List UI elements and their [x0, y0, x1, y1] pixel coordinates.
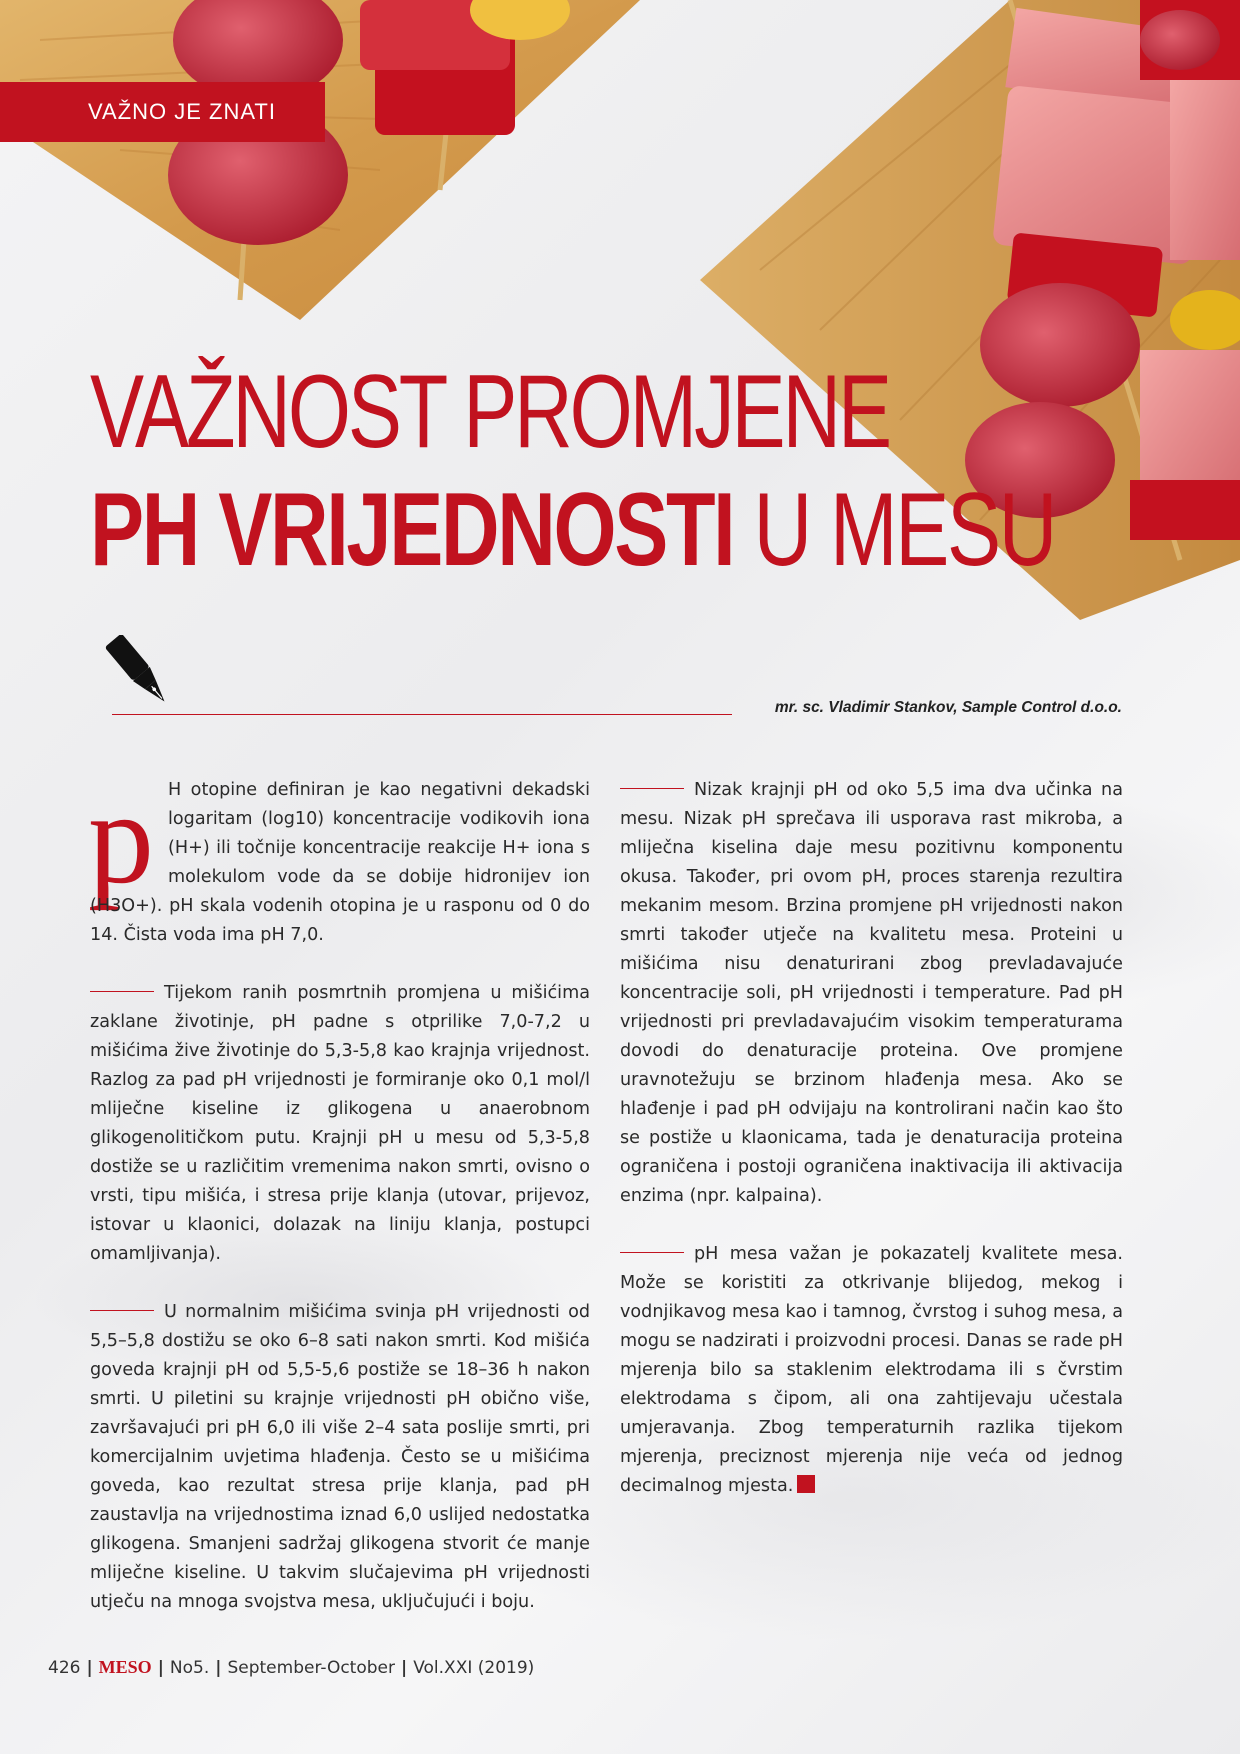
paragraph — [90, 979, 590, 1269]
text-column-right — [620, 776, 1123, 1501]
separator: | — [157, 1658, 164, 1678]
page-number: 426 — [48, 1658, 81, 1678]
separator: | — [86, 1658, 93, 1678]
title-line-2 — [90, 472, 1056, 588]
paragraph — [88, 764, 590, 950]
author-byline: mr. sc. Vladimir Stankov, Sample Control d.o.o. — [774, 699, 1122, 716]
section-tag: VAŽNO JE ZNATI — [0, 82, 325, 142]
paragraph-text: U normalnim mišićima svinja pH vrijednosti od 5,5–5,8 dostižu se oko 6–8 sati nakon smrti. Kod mišića goveda krajnji pH od 5,5-5,6 postiže se 18–36 h nakon smrti. U piletini su krajnje vrijednosti pH obično više, završavajući pri pH 6,0 ili više 2–4 sata poslije smrti, pri komercijalnim uvjetima hlađenja. Često se u mišićima goveda, kao rezultat stresa prije klanja, pad pH zaustavlja na vrijednostima iznad 6,0 uslijed nedostatka glikogena. Smanjeni sadržaj glikogena stvorit će manje mliječne kiseline. U takvim slučajevima pH vrijednosti utječu na mnoga svojstva mesa, uključujući i boju. — [90, 1302, 590, 1612]
drop-cap: p — [88, 764, 154, 911]
paragraph-text: Tijekom ranih posmrtnih promjena u mišićima zaklane životinje, pH padne s otprilike 7,0-7,2 u mišićima žive životinje do 5,3-5,8 kao krajnja vrijednost. Razlog za pad pH vrijednosti je formiranje oko 0,1 mol/l mliječne kiseline iz glikogena u anaerobnom glikogenolitičkom putu. Krajnji pH u mesu od 5,3-5,8 dostiže se u različitim vremenima nakon smrti, ovisno o vrsti, tipu mišića, i stresa prije klanja (utovar, prijevoz, istovar u klaonici, dolazak na liniju klanja, postupci omamljivanja). — [90, 983, 590, 1264]
text-column-left — [88, 764, 590, 1617]
paragraph-text: H otopine definiran je kao negativni dekadski logaritam (log10) koncentracije vodikovih iona (H+) ili točnije koncentracije reakcije H+ iona s molekulom vode da se dobije hidronijev ion (H3O+). pH skala vodenih otopina je u rasponu od 0 do 14. Čista voda ima pH 7,0. — [90, 780, 590, 945]
separator: | — [401, 1658, 408, 1678]
paragraph-rule — [620, 1252, 684, 1253]
byline-rule — [112, 714, 732, 715]
paragraph — [620, 776, 1123, 1211]
volume-year: Vol.XXI (2019) — [413, 1658, 535, 1678]
article-title — [90, 354, 1240, 588]
paragraph — [620, 1240, 1123, 1501]
page-footer — [48, 1657, 534, 1678]
title-bold-part: PH VRIJEDNOSTI — [90, 472, 734, 588]
paragraph-rule — [90, 991, 154, 992]
magazine-brand: MESO — [98, 1657, 152, 1677]
paragraph-text: pH mesa važan je pokazatelj kvalitete mesa. Može se koristiti za otkrivanje blijedog, mekog i vodnjikavog mesa kao i tamnog, čvrstog i suhog mesa, a mogu se nadzirati i proizvodni procesi. Danas se rade pH mjerenja bilo sa staklenim elektrodama ili s čvrstim elektrodama s čipom, ali ona zahtijevaju učestala umjeravanja. Zbog temperaturnih razlika tijekom mjerenja, preciznost mjerenja nije veća od jednog decimalnog mjesta. — [620, 1244, 1123, 1496]
issue-number: No5. — [169, 1658, 210, 1678]
issue-period: September-October — [227, 1658, 395, 1678]
title-light-part: U MESU — [733, 472, 1056, 588]
paragraph-rule — [620, 788, 684, 789]
title-line-1: VAŽNOST PROMJENE — [90, 354, 889, 470]
fountain-pen-icon — [92, 635, 182, 715]
end-of-article-mark — [797, 1475, 815, 1493]
separator: | — [215, 1658, 222, 1678]
paragraph-text: Nizak krajnji pH od oko 5,5 ima dva učinka na mesu. Nizak pH sprečava ili usporava rast mikroba, a mliječna kiselina daje mesu pozitivnu komponentu okusa. Također, pri ovom pH, proces starenja rezultira mekanim mesom. Brzina promjene pH vrijednosti nakon smrti također utječe na kvalitetu mesa. Proteini u mišićima nisu denaturirani zbog prevladavajuće koncentracije soli, pH vrijednosti i temperature. Pad pH vrijednosti pri prevladavajućim visokim temperaturama dovodi do denaturacije proteina. Ove promjene uravnotežuju se brzinom hlađenja mesa. Ako se hlađenje i pad pH odvijaju na kontrolirani način kao što se postiže u klaonicama, tada je denaturacija proteina ograničena i postoji ograničena inaktivacija ili aktivacija enzima (npr. kalpaina). — [620, 780, 1123, 1206]
paragraph-rule — [90, 1310, 154, 1311]
paragraph — [90, 1298, 590, 1617]
